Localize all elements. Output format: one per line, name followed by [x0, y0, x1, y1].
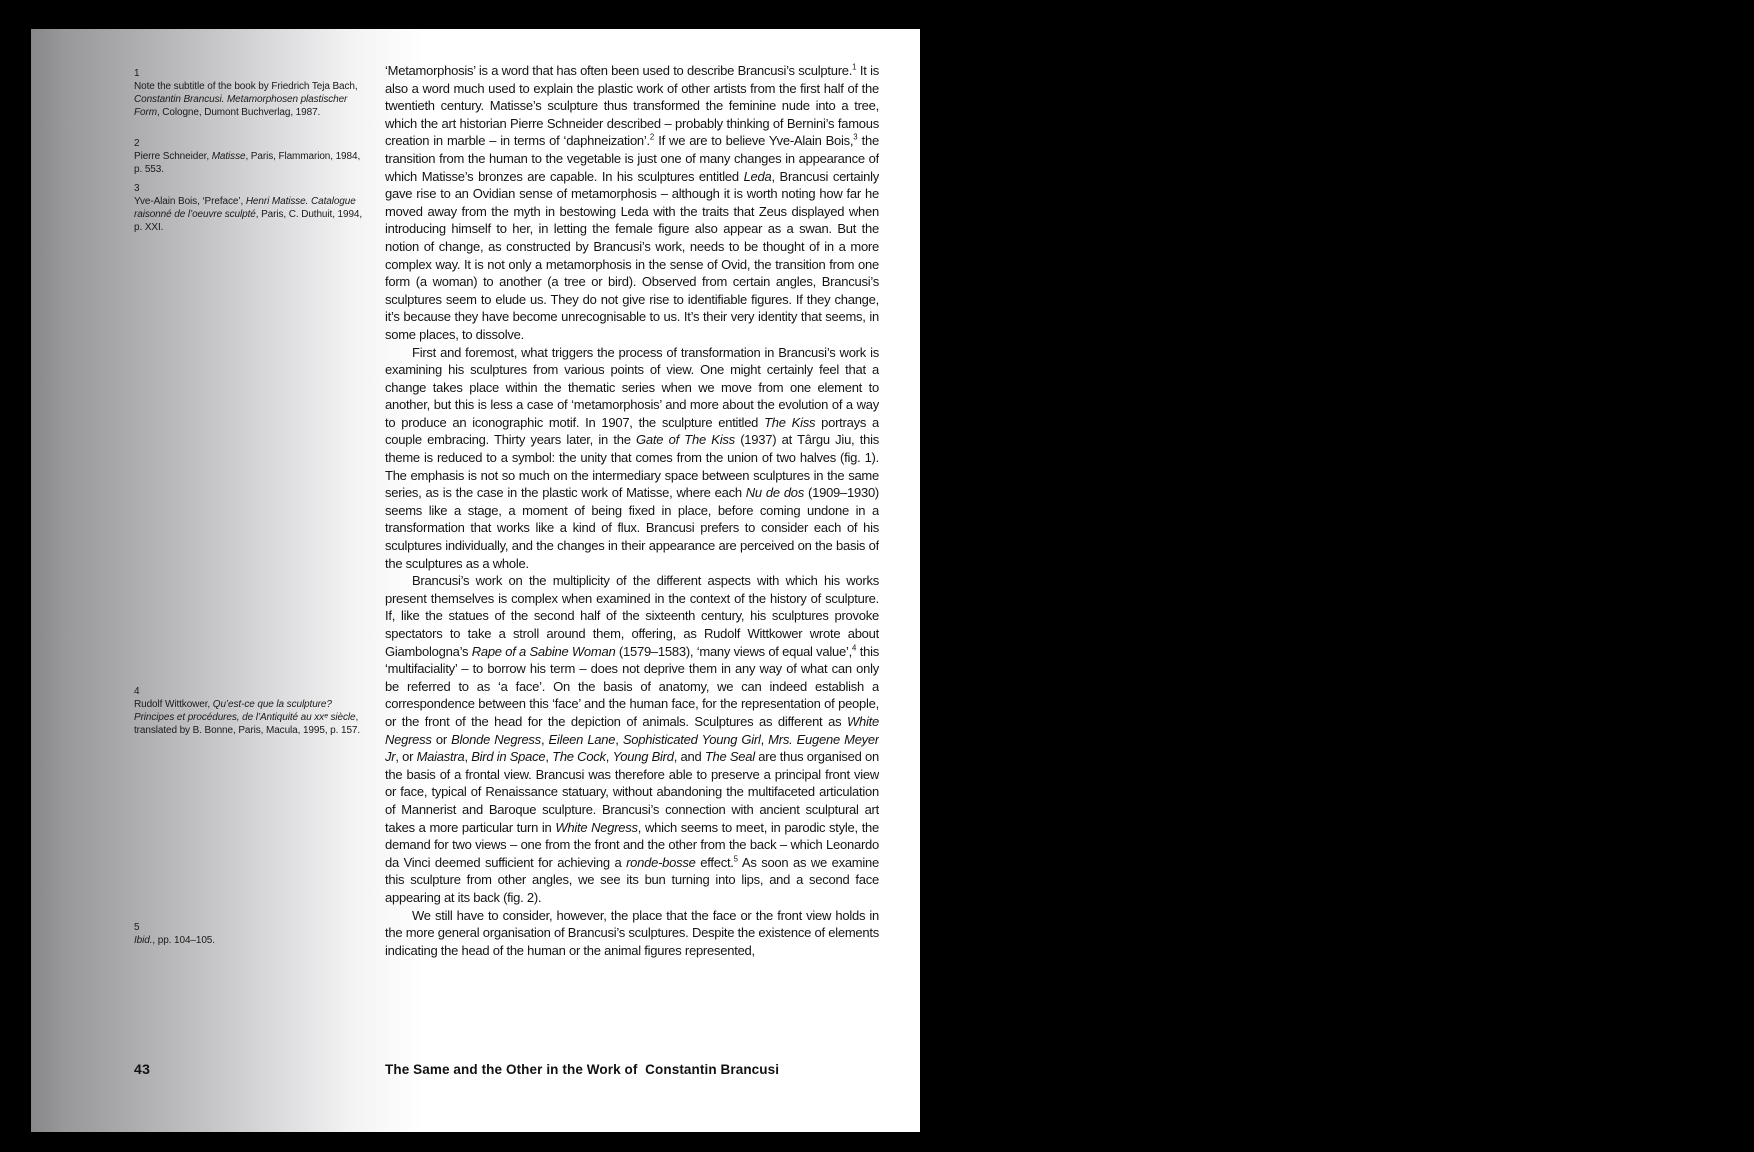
- text-run: or: [431, 731, 452, 747]
- text-run: ‘Metamorphosis’ is a word that has often been used to describe Brancusi’s sculpture.: [385, 63, 853, 78]
- text-run: , Cologne, Dumont Buchverlag, 1987.: [156, 107, 321, 118]
- italic-text: Sophisticated Young Girl: [622, 731, 761, 747]
- footnote-4: [134, 685, 370, 737]
- text-run: If we are to believe Yve-Alain Bois,: [654, 133, 854, 149]
- italic-text: Eileen Lane: [548, 731, 616, 747]
- footnote-reference: 5: [733, 854, 739, 864]
- italic-text: Rape of a Sabine Woman: [471, 643, 616, 659]
- text-run: the transition from the human to the vegetable is just one of many changes in appearance of which Matisse’s bronzes are capable. In his sculptures entitled: [385, 133, 879, 184]
- text-run: ,: [545, 749, 553, 765]
- text-run: As soon as we examine this sculpture from other angles, we see its bun turning into lips, and a second face appearing at its back (fig. 2).: [385, 854, 879, 905]
- italic-text: Bird in Space: [471, 749, 546, 765]
- italic-text: White Negress: [555, 819, 638, 835]
- italic-text: Mrs. Eugene Meyer Jr: [385, 731, 879, 765]
- text-run: , Paris, Flammarion, 1984, p. 553.: [134, 151, 361, 175]
- footnote-1: [134, 67, 370, 119]
- text-run: portrays a couple embracing. Thirty years later, in the: [385, 414, 879, 448]
- paragraph: [385, 344, 879, 573]
- italic-text: Ibid.: [134, 935, 153, 946]
- italic-text: Leda: [743, 168, 772, 184]
- footnote-reference: 2: [649, 133, 655, 143]
- italic-text: Maiastra: [416, 749, 465, 765]
- footnote-text: [134, 151, 360, 175]
- italic-text: Nu de dos: [745, 485, 805, 501]
- text-run: , or: [395, 749, 417, 765]
- italic-text: Qu’est-ce que la sculpture? Principes et procédures, de l’Antiquité au xxᵉ siècle: [134, 699, 356, 723]
- text-run: effect.: [695, 854, 734, 870]
- footnote-number: 4: [134, 686, 140, 697]
- text-run: First and foremost, what triggers the process of transformation in Brancusi’s work is examining his sculptures from various points of view. One might certainly feel that a change takes place within the thematic series when we move from one element to another, but this is less a case of ‘metamorphosis’ and more about the evolution of a way to produce an iconographic motif. In 1907, the sculpture entitled: [385, 344, 879, 430]
- footnote-5: [134, 921, 370, 947]
- text-run: It is also a word much used to explain the plastic work of other artists from the first half of the twentieth century. Matisse’s sculpture thus transformed the feminine nude into a tree, which the art historian Pierre Schneider described – probably thinking of Bernini’s famous creation in marble – in terms of ‘daphneization’.: [385, 63, 879, 149]
- footnote-text: [134, 935, 215, 946]
- text-run: Brancusi’s work on the multiplicity of the different aspects with which his works present themselves is complex when examined in the context of the history of sculpture. If, like the statues of the second half of the sixteenth century, his sculptures provoke spectators to take a stroll around them, offering, as Rudolf Wittkower wrote about Giambologna’s: [385, 573, 879, 659]
- italic-text: White Negress: [385, 713, 879, 747]
- page-number: 43: [134, 1061, 151, 1077]
- footnote-2: [134, 137, 370, 176]
- italic-text: Constantin Brancusi. Metamorphosen plastischer Form: [134, 94, 348, 118]
- text-run: , and: [673, 749, 705, 765]
- text-run: ,: [760, 731, 769, 747]
- italic-text: The Cock: [552, 749, 606, 765]
- italic-text: ronde-bosse: [626, 854, 696, 870]
- italic-text: Matisse: [211, 151, 246, 162]
- text-run: Note the subtitle of the book by Friedrich Teja Bach,: [134, 81, 358, 92]
- text-run: , translated by B. Bonne, Paris, Macula, 1995, p. 157.: [134, 712, 361, 736]
- italic-text: Henri Matisse. Catalogue raisonné de l’oeuvre sculpté: [134, 196, 356, 220]
- text-run: , Paris, C. Duthuit, 1994, p. XXI.: [134, 209, 363, 233]
- footnote-text: [134, 196, 362, 233]
- running-title: The Same and the Other in the Work of Constantin Brancusi: [385, 1062, 780, 1077]
- italic-text: Gate of The Kiss: [636, 432, 735, 448]
- text-run: , Brancusi certainly gave rise to an Ovidian sense of metamorphosis – although it is worth noting how far he moved away from the myth in bestowing Leda with the traits that Zeus displayed when introducing himself to her, in letting the female figure also appear as a swan. But the notion of change, as constructed by Brancusi’s work, needs to be thought of in a more complex way. It is not only a metamorphosis in the sense of Ovid, the transition from one form (a woman) to another (a tree or bird). Observed from certain angles, Brancusi’s sculptures seem to elude us. They do not give rise to identifiable figures. If they change, it’s because they have become unrecognisable to us. It’s their very identity that seems, in some places, to dissolve.: [385, 168, 879, 342]
- text-run: ,: [464, 749, 472, 765]
- text-run: Yve-Alain Bois, ‘Preface’,: [134, 196, 246, 207]
- text-run: , which seems to meet, in parodic style, the demand for two views – one from the front and the other from the back – which Leonardo da Vinci deemed sufficient for achieving a: [385, 819, 879, 870]
- body-column: [385, 62, 879, 1064]
- text-run: Rudolf Wittkower,: [134, 699, 213, 710]
- text-run: We still have to consider, however, the place that the face or the front view holds in the more general organisation of Brancusi’s sculptures. Despite the existence of elements indicating the head of the human or the animal figures represented,: [385, 907, 879, 958]
- text-run: this ‘multifaciality’ – to borrow his term – does not deprive them in any way of what can only be referred to as ‘a face’. On the basis of anatomy, we can indeed establish a correspondence between this ‘face’ and the human face, for the representation of people, or the front of the head for the depiction of animals. Sculptures as different as: [385, 643, 879, 729]
- text-run: (1937) at Târgu Jiu, this theme is reduced to a symbol: the unity that comes from the union of two halves (fig. 1). The emphasis is not so much on the intermediary space between sculptures in the same series, as is the case in the plastic work of Matisse, where each: [385, 432, 879, 501]
- paragraph: [385, 907, 879, 960]
- italic-text: Young Bird: [612, 749, 674, 765]
- text-run: (1579–1583), ‘many views of equal value’,: [615, 643, 852, 659]
- text-run: ,: [605, 749, 613, 765]
- text-run: (1909–1930) seems like a stage, a moment of being fixed in place, before coming undone in a transformation that works like a kind of flux. Brancusi prefers to consider each of his sculptures individually, and the changes in their appearance are perceived on the basis of the sculptures as a whole.: [385, 485, 879, 571]
- footnote-3: [134, 182, 370, 234]
- text-run: Pierre Schneider,: [134, 151, 212, 162]
- footnote-number: 2: [134, 138, 140, 149]
- text-run: are thus organised on the basis of a frontal view. Brancusi was therefore able to preserve a principal front view or face, typical of Renaissance statuary, without abandoning the multifaceted articulation of Mannerist and Baroque sculpture. Brancusi’s connection with ancient sculptural art takes a more particular turn in: [385, 749, 879, 835]
- footnote-text: [134, 699, 360, 736]
- text-run: ,: [615, 731, 623, 747]
- italic-text: Blonde Negress: [451, 731, 541, 747]
- italic-text: The Seal: [704, 749, 755, 765]
- footnote-number: 3: [134, 183, 140, 194]
- text-run: ,: [540, 731, 549, 747]
- italic-text: The Kiss: [764, 414, 816, 430]
- text-run: , pp. 104–105.: [152, 935, 215, 946]
- footnote-number: 1: [134, 68, 140, 79]
- paragraph: [385, 62, 879, 344]
- footnote-reference: 1: [852, 62, 857, 72]
- footnote-reference: 3: [853, 133, 858, 143]
- footnote-number: 5: [134, 922, 140, 933]
- paragraph: [385, 572, 879, 906]
- footnote-reference: 4: [851, 643, 857, 653]
- footnote-text: [134, 81, 358, 118]
- book-page: [31, 29, 920, 1132]
